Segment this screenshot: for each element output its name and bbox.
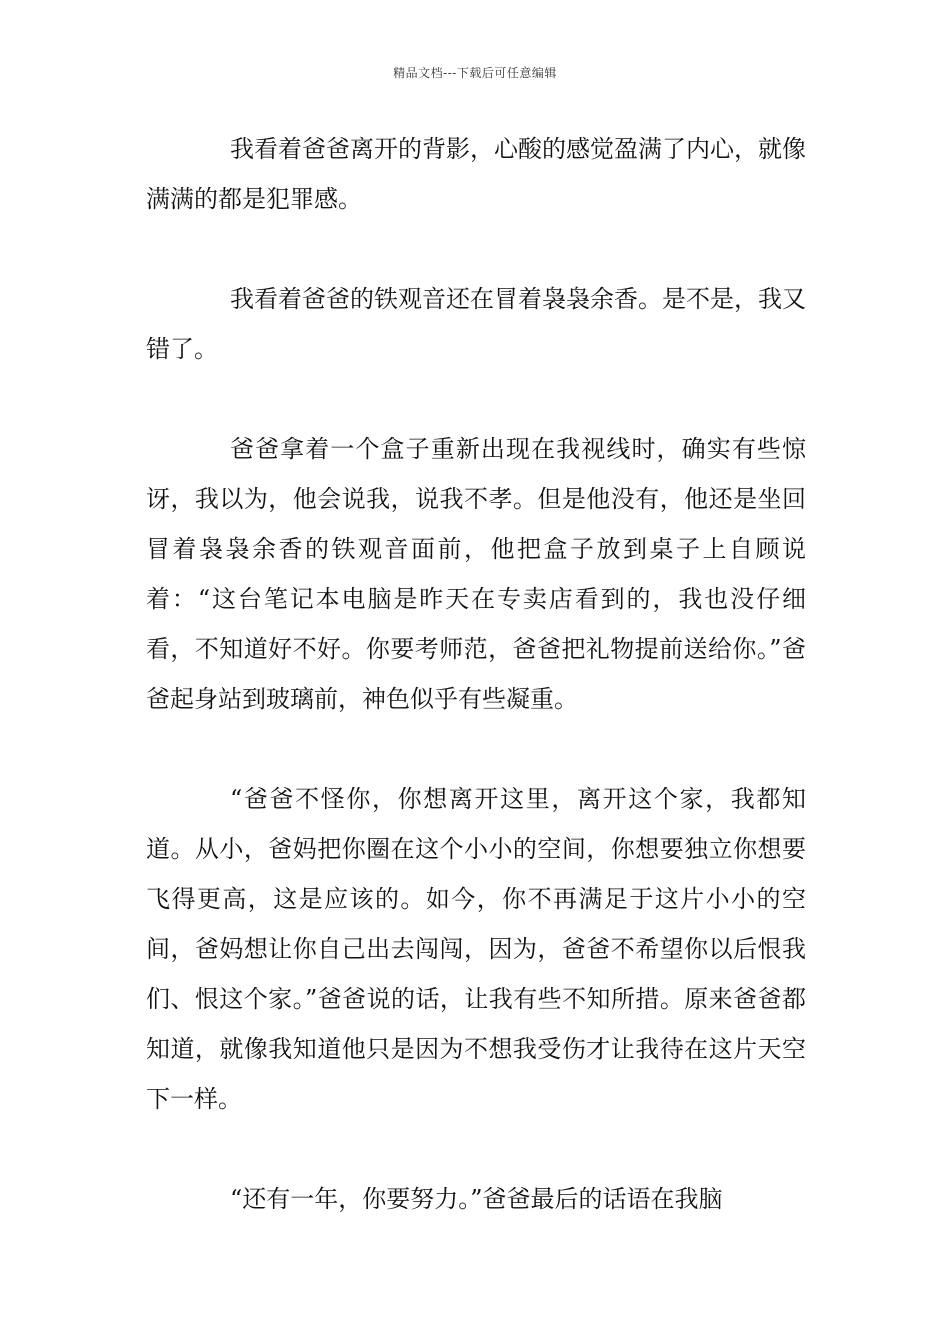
paragraph-1: 我看着爸爸离开的背影，心酸的感觉盈满了内心，就像满满的都是犯罪感。 — [146, 135, 806, 213]
paragraph-2: 我看着爸爸的铁观音还在冒着袅袅余香。是不是，我又错了。 — [146, 285, 806, 363]
paragraph-5: “还有一年，你要努力。”爸爸最后的话语在我脑 — [230, 1185, 723, 1213]
paragraph-3: 爸爸拿着一个盒子重新出现在我视线时，确实有些惊讶，我以为，他会说我，说我不孝。但是他没有，他还是坐回冒着袅袅余香的铁观音面前，他把盒子放到桌子上自顾说着：“这台笔记本电脑是昨天在专卖店看到的，我也没仔细看，不知道好不好。你要考师范，爸爸把礼物提前送给你。”爸爸起身站到玻璃前，神色似乎有些凝重。 — [146, 435, 806, 713]
paragraph-4: “爸爸不怪你，你想离开这里，离开这个家，我都知道。从小，爸妈把你圈在这个小小的空间，你想要独立你想要飞得更高，这是应该的。如今，你不再满足于这片小小的空间，爸妈想让你自己出去闯闯，因为，爸爸不希望你以后恨我们、恨这个家。”爸爸说的话，让我有些不知所措。原来爸爸都知道，就像我知道他只是因为不想我受伤才让我待在这片天空下一样。 — [146, 785, 806, 1113]
page-header: 精品文档---下载后可任意编辑 — [393, 66, 557, 80]
document-body — [146, 124, 806, 1274]
